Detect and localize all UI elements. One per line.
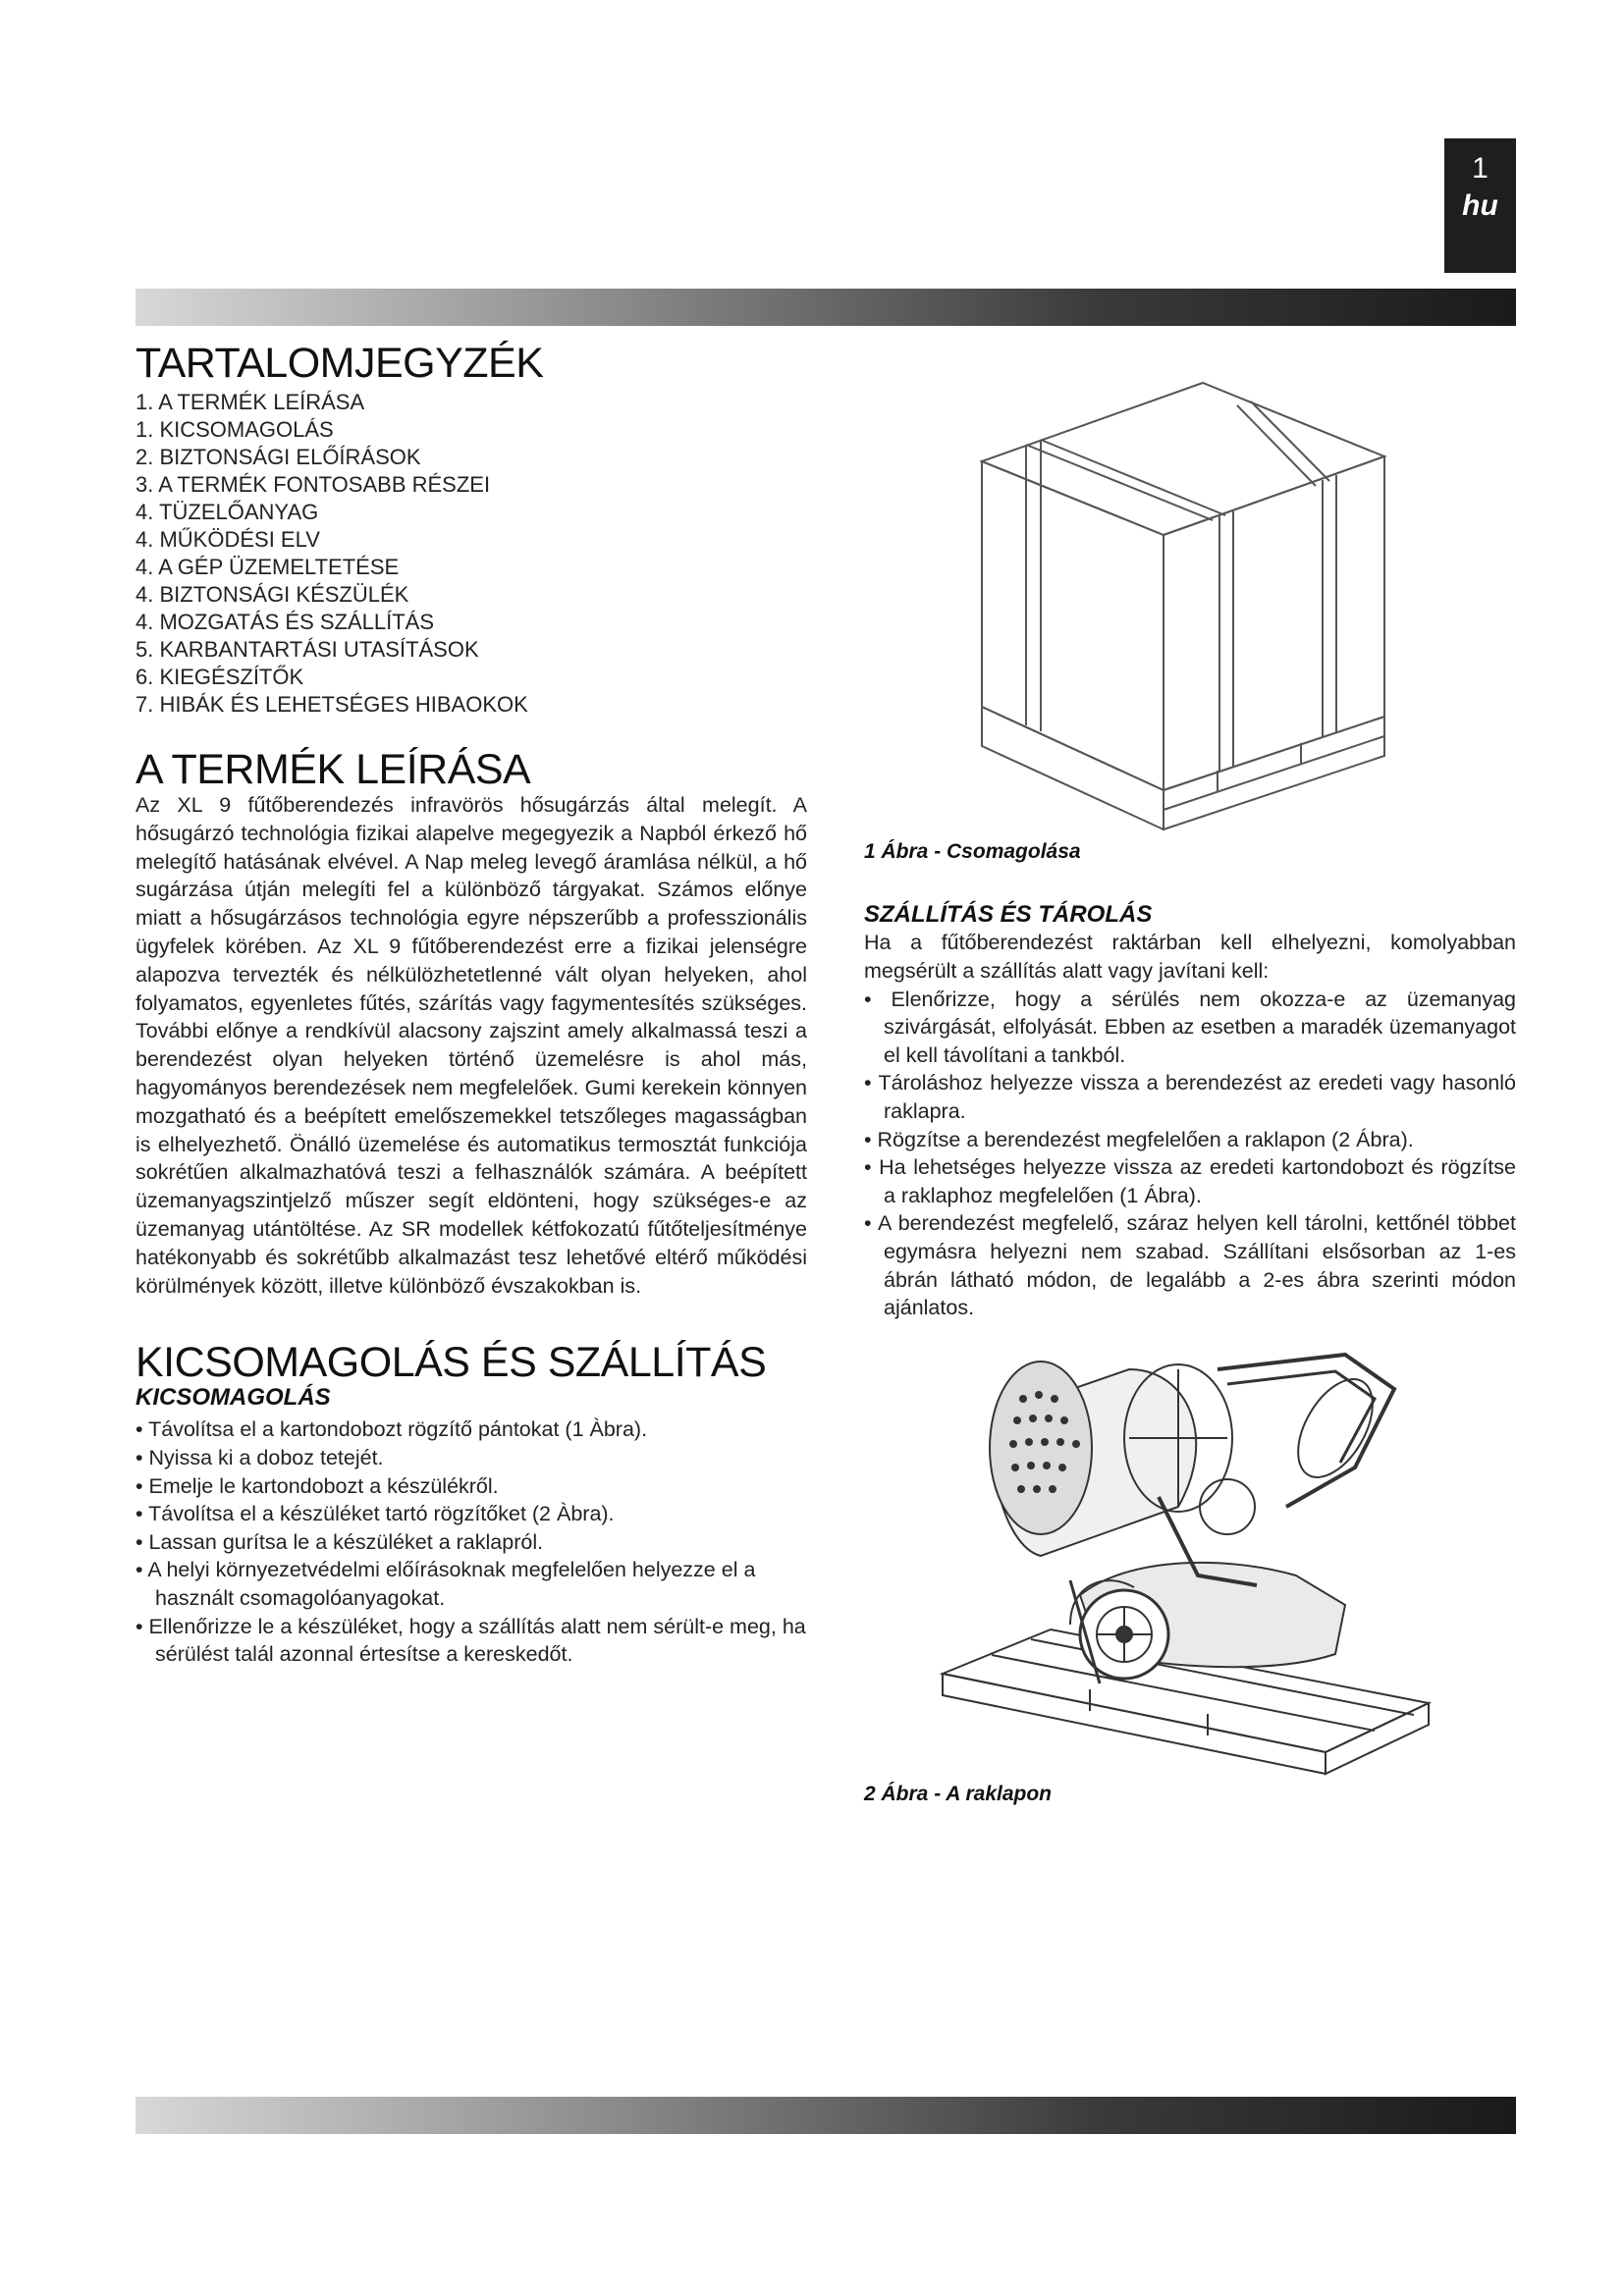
toc-item: 4. TÜZELŐANYAG — [135, 500, 319, 524]
toc-list — [135, 389, 807, 719]
unpacking-item: • A helyi környezetvédelmi előírásoknak megfelelően helyezze el a használt csomagolóanyagokat. — [135, 1556, 807, 1612]
unpacking-item: • Lassan gurítsa le a készüléket a raklapról. — [135, 1528, 807, 1557]
figure1-caption: 1 Ábra - Csomagolása — [864, 840, 1081, 863]
toc-title: TARTALOMJEGYZÉK — [135, 340, 544, 387]
transport-subtitle: SZÁLLÍTÁS ÉS TÁROLÁS — [864, 901, 1153, 928]
unpacking-item: • Ellenőrizze le a készüléket, hogy a szállítás alatt nem sérült-e meg, ha sérülést talál azonnal értesítse a kereskedőt. — [135, 1613, 807, 1669]
transport-list — [864, 986, 1516, 1322]
unpacking-item: • Távolítsa el a készüléket tartó rögzítőket (2 Àbra). — [135, 1500, 807, 1528]
unpacking-item: • Emelje le kartondobozt a készülékről. — [135, 1472, 807, 1501]
transport-item: • Ha lehetséges helyezze vissza az eredeti kartondobozt és rögzítse a raklaphoz megfelelően (1 Ábra). — [864, 1153, 1516, 1209]
footer-band — [135, 2097, 1516, 2134]
toc-item: 1. KICSOMAGOLÁS — [135, 417, 334, 442]
unpacking-item: • Nyissa ki a doboz tetejét. — [135, 1444, 807, 1472]
language-code: hu — [1462, 189, 1498, 222]
figure2-caption: 2 Ábra - A raklapon — [864, 1783, 1052, 1805]
unpacking-item: • Távolítsa el a kartondobozt rögzítő pántokat (1 Àbra). — [135, 1415, 807, 1444]
packaged-box-illustration — [962, 378, 1453, 834]
toc-item: 4. MŰKÖDÉSI ELV — [135, 527, 320, 552]
page-number: 1 — [1472, 152, 1489, 185]
unpacking-title: KICSOMAGOLÁS ÉS SZÁLLÍTÁS — [135, 1339, 767, 1387]
toc-item: 2. BIZTONSÁGI ELŐÍRÁSOK — [135, 445, 421, 469]
description-title: A TERMÉK LEÍRÁSA — [135, 746, 531, 793]
toc-item: 6. KIEGÉSZÍTŐK — [135, 665, 304, 689]
unpacking-subtitle: KICSOMAGOLÁS — [135, 1384, 331, 1412]
toc-item: 7. HIBÁK ÉS LEHETSÉGES HIBAOKOK — [135, 692, 528, 717]
toc-item: 4. BIZTONSÁGI KÉSZÜLÉK — [135, 582, 409, 607]
toc-item: 5. KARBANTARTÁSI UTASÍTÁSOK — [135, 637, 479, 662]
heater-on-pallet-illustration — [933, 1330, 1443, 1777]
transport-item: • A berendezést megfelelő, száraz helyen kell tárolni, kettőnél többet egymásra helyezni nem szabad. Szállítani elsősorban az 1-es ábrán látható módon, de legalább a 2-es ábra szerinti módon ajánlatos. — [864, 1209, 1516, 1321]
transport-intro: Ha a fűtőberendezést raktárban kell elhelyezni, komolyabban megsérült a szállítás alatt vagy javítani kell: — [864, 931, 1516, 983]
unpacking-list — [135, 1415, 807, 1668]
transport-item: • Elenőrizze, hogy a sérülés nem okozza-e az üzemanyag szivárgását, elfolyását. Ebben az esetben a maradék üzemanyagot el kell távolítani a tankból. — [864, 986, 1516, 1070]
transport-item: • Rögzítse a berendezést megfelelően a raklapon (2 Ábra). — [864, 1126, 1516, 1154]
header-band — [135, 289, 1516, 326]
description-body: Az XL 9 fűtőberendezés infravörös hősugárzás által melegít. A hősugárzó technológia fizikai alapelve megegyezik a Napból érkező hő melegítő hatásának elvével. A Nap meleg levegő áramlása nélkül, a hő sugárzása útján melegíti fel a különböző tárgyakat. Számos előnye miatt a hősugárzásos technológia egyre népszerűbb a professzionális ügyfelek körében. Az XL 9 fűtőberendezést erre a fizikai jelenségre alapozva tervezték és nélkülözhetetlenné vált olyan helyeken, ahol folyamatos, egyenletes fűtés, szárítás vagy fagymentesítés szükséges. További előnye a rendkívül alacsony zajszint amely alkalmassá teszi a berendezést olyan helyeken történő üzemelésre is ahol más, hagyományos berendezések nem megfelelőek. Gumi kerekein könnyen mozgatható és a beépített emelőszemekkel tetszőleges magasságban is elhelyezhető. Önálló üzemelése és automatikus termosztát funkciója sokrétűen alkalmazhatóvá teszi a felhasználók számára. A beépített üzemanyagszintjelző műszer segít eldönteni, hogy szükséges-e az üzemanyag utántöltése. Az SR modellek kétfokozatú fűtőteljesítménye hatékonyabb és sokrétűbb alkalmazást tesz lehetővé eltérő működési körülmények között, illetve különböző évszakokban is. — [135, 793, 807, 1298]
right-column — [864, 901, 1516, 1322]
toc-item: 4. A GÉP ÜZEMELTETÉSE — [135, 555, 400, 579]
toc-item: 4. MOZGATÁS ÉS SZÁLLÍTÁS — [135, 610, 435, 634]
toc-item: 1. A TERMÉK LEÍRÁSA — [135, 390, 365, 414]
toc-item: 3. A TERMÉK FONTOSABB RÉSZEI — [135, 472, 491, 497]
page-badge — [1444, 138, 1516, 273]
left-column — [135, 342, 807, 1669]
transport-item: • Tároláshoz helyezze vissza a berendezést az eredeti vagy hasonló raklapra. — [864, 1069, 1516, 1125]
